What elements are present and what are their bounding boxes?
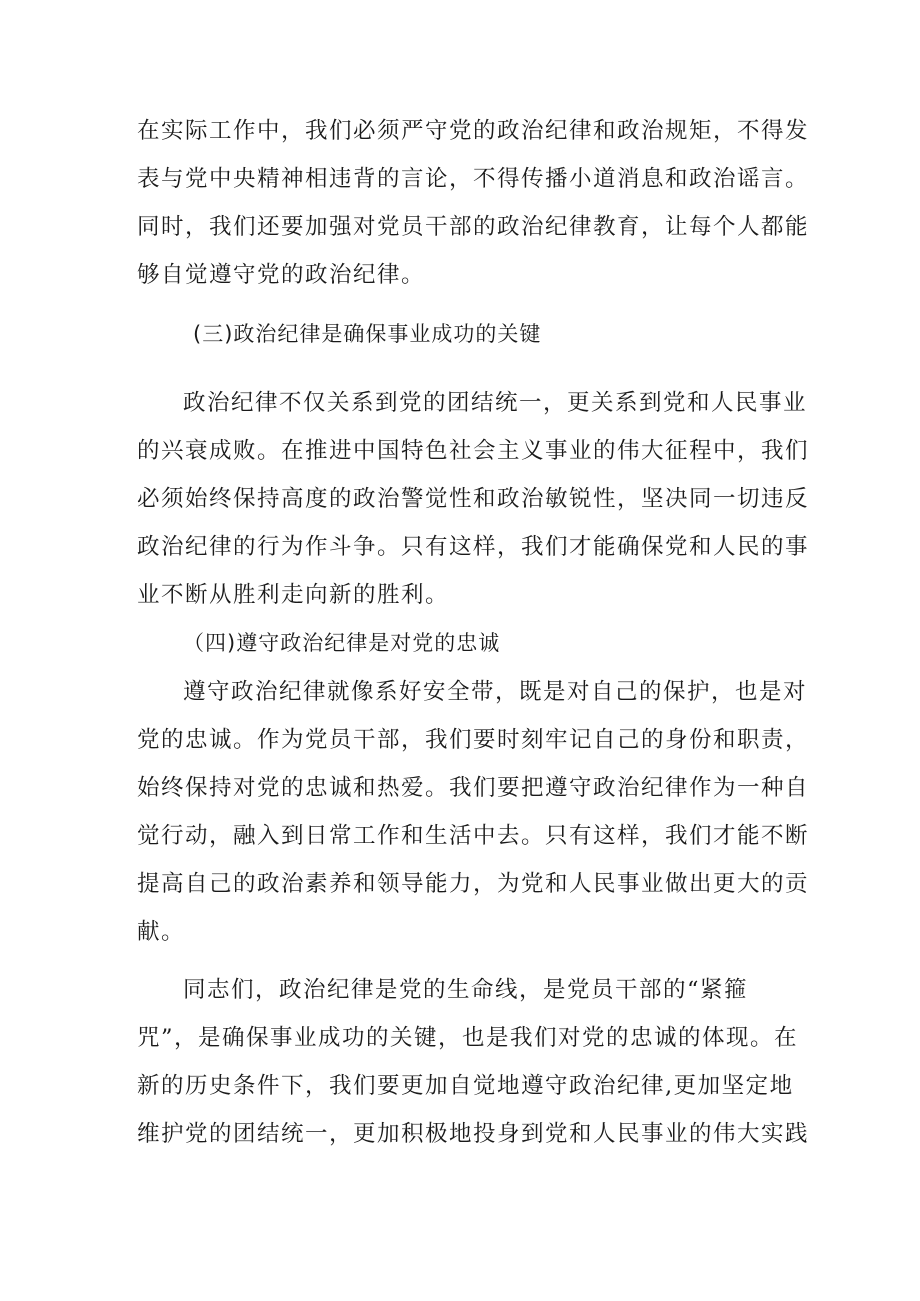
text-line: 献。 (137, 919, 186, 945)
text-line: 必须始终保持高度的政治警觉性和政治敏锐性，坚决同一切违反 (137, 486, 810, 512)
text-line: 新的历史条件下，我们要更加自觉地遵守政治纪律,更加坚定地 (137, 1073, 794, 1099)
text-line: 政治纪律不仅关系到党的团结统一，更关系到党和人民事业 (183, 390, 808, 416)
text-line: 同志们，政治纪律是党的生命线，是党员干部的“紧箍 (183, 977, 749, 1003)
text-line: 维护党的团结统一，更加积极地投身到党和人民事业的伟大实践 (137, 1121, 810, 1147)
text-line: 在实际工作中，我们必须严守党的政治纪律和政治规矩，不得发 (137, 118, 810, 144)
text-line: 的兴衰成败。在推进中国特色社会主义事业的伟大征程中，我们 (137, 438, 810, 464)
text-line: 始终保持对党的忠诚和热爱。我们要把遵守政治纪律作为一种自 (137, 775, 810, 801)
text-line: 够自觉遵守党的政治纪律。 (137, 262, 426, 288)
text-line: 业不断从胜利走向新的胜利。 (137, 582, 450, 608)
text-line: 提高自己的政治素养和领导能力，为党和人民事业做出更大的贡 (137, 871, 810, 897)
text-line: 觉行动，融入到日常工作和生活中去。只有这样，我们才能不断 (137, 823, 810, 849)
text-line: 同时，我们还要加强对党员干部的政治纪律教育，让每个人都能 (137, 214, 810, 240)
section-heading-3: (三)政治纪律是确保事业成功的关键 (193, 322, 542, 346)
text-line: 党的忠诚。作为党员干部，我们要时刻牢记自己的身份和职责， (137, 727, 810, 753)
section-heading-4: （四)遵守政治纪律是对党的忠诚 (183, 631, 501, 655)
text-line: 咒”，是确保事业成功的关键，也是我们对党的忠诚的体现。在 (137, 1025, 799, 1051)
text-line: 表与党中央精神相违背的言论，不得传播小道消息和政治谣言。 (137, 166, 810, 192)
text-line: 政治纪律的行为作斗争。只有这样，我们才能确保党和人民的事 (137, 534, 810, 560)
text-line: 遵守政治纪律就像系好安全带，既是对自己的保护，也是对 (183, 679, 808, 705)
